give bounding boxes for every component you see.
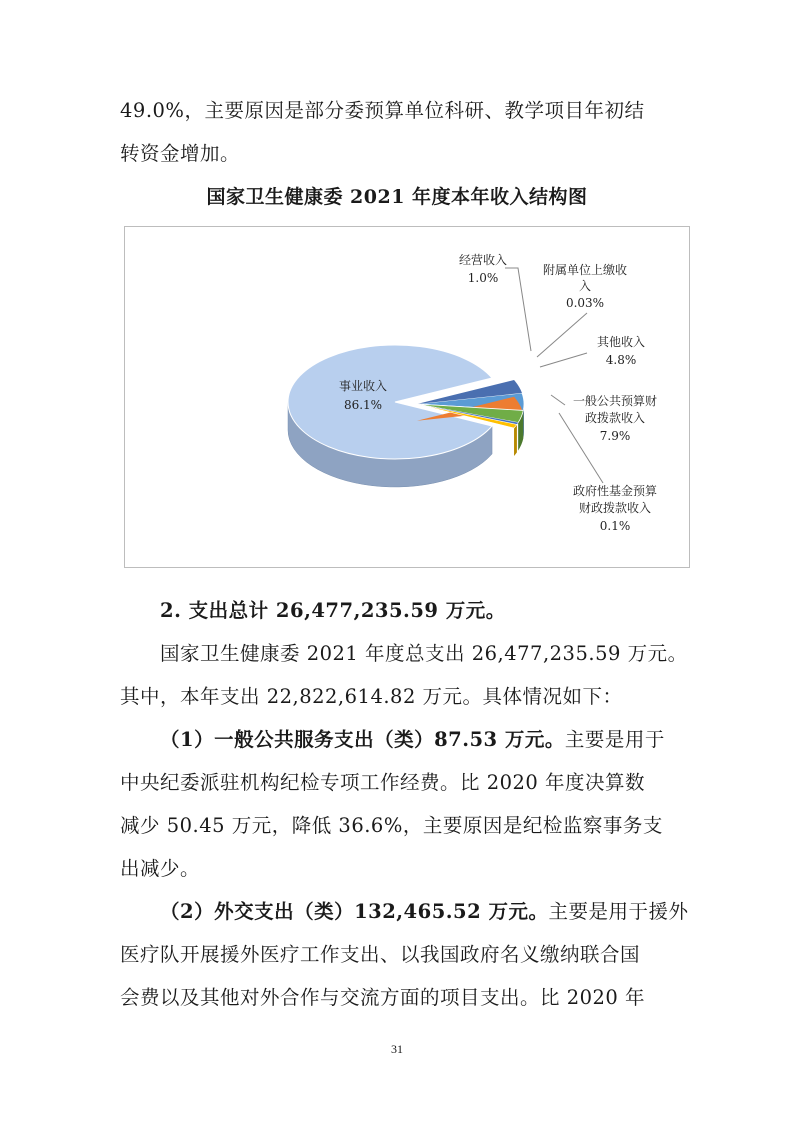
p1-line-1: 国家卫生健康委 2021 年度总支出 26,477,235.59 万元。 xyxy=(160,642,688,665)
label-fushu-2: 入 xyxy=(578,279,592,293)
section2-heading: 2. 支出总计 26,477,235.59 万元。 xyxy=(160,599,506,622)
item2-rest: 主要是用于援外 xyxy=(548,900,689,923)
intro-line-2: 转资金增加。 xyxy=(120,142,241,165)
label-shiye: 事业收入 xyxy=(338,379,388,393)
value-fushu: 0.03% xyxy=(565,296,605,310)
label-qita: 其他收入 xyxy=(596,335,646,349)
item2-line-1 xyxy=(160,898,689,926)
item1-heading: （1）一般公共服务支出（类）87.53 万元。 xyxy=(160,728,565,751)
intro-line-1: 49.0%，主要原因是部分委预算单位科研、教学项目年初结 xyxy=(120,99,645,122)
item1-rest: 主要是用于 xyxy=(564,728,665,751)
item1-line-1 xyxy=(160,726,665,754)
chart-title: 国家卫生健康委 2021 年度本年收入结构图 xyxy=(206,186,588,208)
item2-line-3: 会费以及其他对外合作与交流方面的项目支出。比 2020 年 xyxy=(120,986,646,1009)
label-fushu-1: 附属单位上缴收 xyxy=(542,263,628,277)
label-jingying: 经营收入 xyxy=(458,253,508,267)
income-structure-chart xyxy=(124,226,690,568)
label-yiban-1: 一般公共预算财 xyxy=(572,394,658,408)
value-jingying: 1.0% xyxy=(467,271,499,285)
value-shiye: 86.1% xyxy=(343,398,383,412)
value-yiban: 7.9% xyxy=(599,429,631,443)
item1-line-3: 减少 50.45 万元，降低 36.6%，主要原因是纪检监察事务支 xyxy=(120,814,663,837)
p1-line-2: 其中，本年支出 22,822,614.82 万元。具体情况如下： xyxy=(120,685,623,708)
item2-heading: （2）外交支出（类）132,465.52 万元。 xyxy=(160,900,549,923)
label-zhengfu-1: 政府性基金预算 xyxy=(572,484,658,498)
page-number: 31 xyxy=(391,1042,403,1056)
item1-line-4: 出减少。 xyxy=(120,857,201,880)
item1-line-2: 中央纪委派驻机构纪检专项工作经费。比 2020 年度决算数 xyxy=(120,771,646,794)
value-zhengfu: 0.1% xyxy=(599,519,631,533)
label-yiban-2: 政拨款收入 xyxy=(584,411,646,425)
label-zhengfu-2: 财政拨款收入 xyxy=(578,501,652,515)
item2-line-2: 医疗队开展援外医疗工作支出、以我国政府名义缴纳联合国 xyxy=(120,943,641,966)
value-qita: 4.8% xyxy=(605,353,637,367)
